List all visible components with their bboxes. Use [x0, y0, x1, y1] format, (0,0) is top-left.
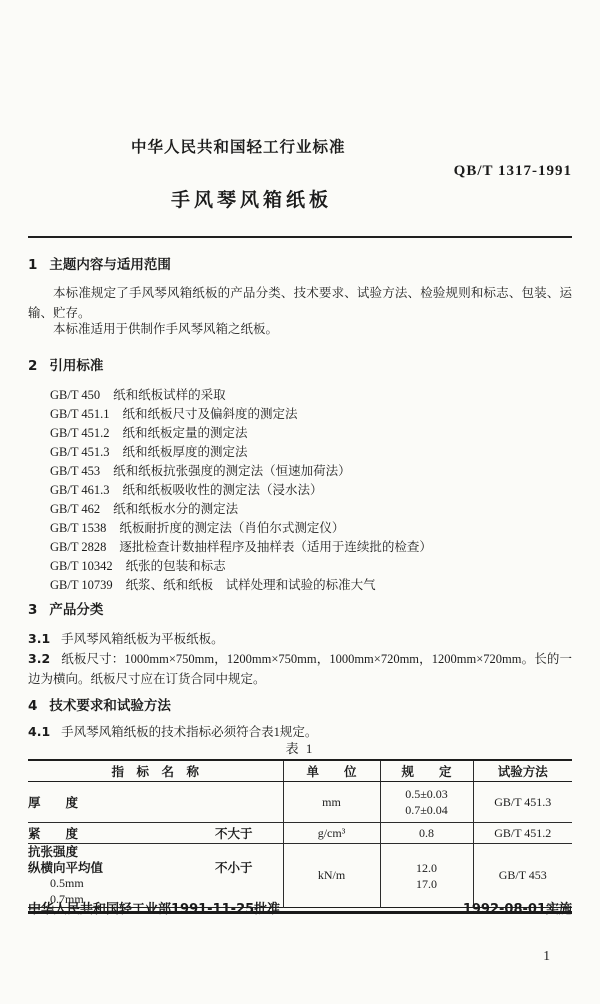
table-row-density	[28, 823, 572, 844]
section-1-paragraph-2: 本标准适用于供制作手风琴风箱之纸板。	[53, 322, 279, 336]
indicator-thickness: 厚 度	[28, 795, 79, 810]
method-thickness: GB/T 451.3	[473, 782, 572, 823]
spec-density: 0.8	[380, 823, 473, 844]
approval-note: 中华人民共和国轻工业部1991-11-25批准	[28, 902, 281, 917]
unit-density: g/cm³	[283, 823, 380, 844]
section-1-number: 1	[28, 257, 38, 273]
section-3-title: 产品分类	[49, 602, 104, 618]
header-rule	[28, 236, 572, 238]
section-3-number: 3	[28, 602, 38, 618]
reference-item: GB/T 461.3 纸和纸板吸收性的测定法（浸水法）	[50, 483, 323, 497]
unit-thickness: mm	[283, 782, 380, 823]
section-1-paragraph-1: 本标准规定了手风琴风箱纸板的产品分类、技术要求、试验方法、检验规则和标志、包装、运输、贮存。	[28, 286, 572, 320]
table-1	[28, 759, 572, 908]
clause-4-1: 4.1 手风琴风箱纸板的技术指标必须符合表1规定。	[28, 724, 318, 739]
table-row-thickness	[28, 782, 572, 823]
reference-item: GB/T 10739 纸浆、纸和纸板 试样处理和试验的标准大气	[50, 578, 376, 592]
reference-item: GB/T 450 纸和纸板试样的采取	[50, 388, 226, 402]
reference-item: GB/T 462 纸和纸板水分的测定法	[50, 502, 239, 516]
section-2-heading	[28, 359, 572, 374]
reference-item: GB/T 453 纸和纸板抗张强度的测定法（恒速加荷法）	[50, 464, 351, 478]
indicator-tensile-sub2: 0.7mm	[50, 891, 84, 906]
clause-3-2-number: 3.2	[28, 651, 51, 666]
clause-3-2: 3.2 纸板尺寸：1000mm×750mm，1200mm×750mm，1000mm×720mm，1200mm×720mm。长的一边为横向。纸板尺寸应在订货合同中规定。	[28, 651, 572, 686]
col-header-method: 试验方法	[473, 760, 572, 782]
clause-3-1: 3.1 手风琴风箱纸板为平板纸板。	[28, 631, 224, 646]
spec-thickness: 0.5±0.03 0.7±0.04	[380, 782, 473, 823]
section-4-heading	[28, 699, 572, 714]
standard-number: QB/T 1317-1991	[453, 163, 572, 179]
table-header-row	[28, 760, 572, 782]
reference-item: GB/T 451.1 纸和纸板尺寸及偏斜度的测定法	[50, 407, 298, 421]
section-4-title: 技术要求和试验方法	[49, 698, 171, 714]
table-1-label: 表 1	[285, 741, 315, 756]
reference-item: GB/T 451.3 纸和纸板厚度的测定法	[50, 445, 248, 459]
clause-3-1-number: 3.1	[28, 631, 51, 646]
col-header-unit: 单 位	[283, 760, 380, 782]
method-tensile: GB/T 453	[473, 844, 572, 908]
reference-item: GB/T 1538 纸板耐折度的测定法（肖伯尔式测定仪）	[50, 521, 345, 535]
section-4-number: 4	[28, 698, 38, 714]
table-row-tensile	[28, 844, 572, 908]
footer	[28, 902, 572, 918]
document-title: 手风琴风箱纸板	[171, 189, 333, 211]
indicator-tensile-sub1: 0.5mm	[50, 876, 84, 890]
reference-list	[50, 386, 572, 595]
reference-item: GB/T 10342 纸张的包装和标志	[50, 559, 226, 573]
reference-item: GB/T 2828 逐批检查计数抽样程序及抽样表（适用于连续批的检查）	[50, 540, 432, 554]
section-2-title: 引用标准	[49, 358, 104, 374]
clause-4-1-number: 4.1	[28, 724, 51, 739]
section-1-heading	[28, 258, 572, 273]
section-1-title: 主题内容与适用范围	[49, 257, 171, 273]
section-2-number: 2	[28, 358, 38, 374]
indicator-tensile-line2: 纵横向平均值	[28, 859, 104, 875]
spec-tensile: 12.0 17.0	[380, 844, 473, 908]
indicator-density: 紧 度	[28, 826, 79, 841]
qualifier-tensile: 不小于	[214, 859, 253, 875]
section-3-heading	[28, 603, 572, 618]
qualifier-density: 不大于	[214, 826, 253, 841]
standard-class: 中华人民共和国轻工行业标准	[131, 138, 346, 156]
page-number: 1	[543, 948, 550, 963]
col-header-indicator: 指 标 名 称	[28, 760, 283, 782]
method-density: GB/T 451.2	[473, 823, 572, 844]
unit-tensile: kN/m	[283, 844, 380, 908]
page-content	[28, 0, 572, 914]
indicator-tensile-line1: 抗张强度	[28, 844, 79, 859]
implementation-note: 1992-08-01实施	[462, 902, 572, 917]
reference-item: GB/T 451.2 纸和纸板定量的测定法	[50, 426, 248, 440]
col-header-spec: 规 定	[380, 760, 473, 782]
